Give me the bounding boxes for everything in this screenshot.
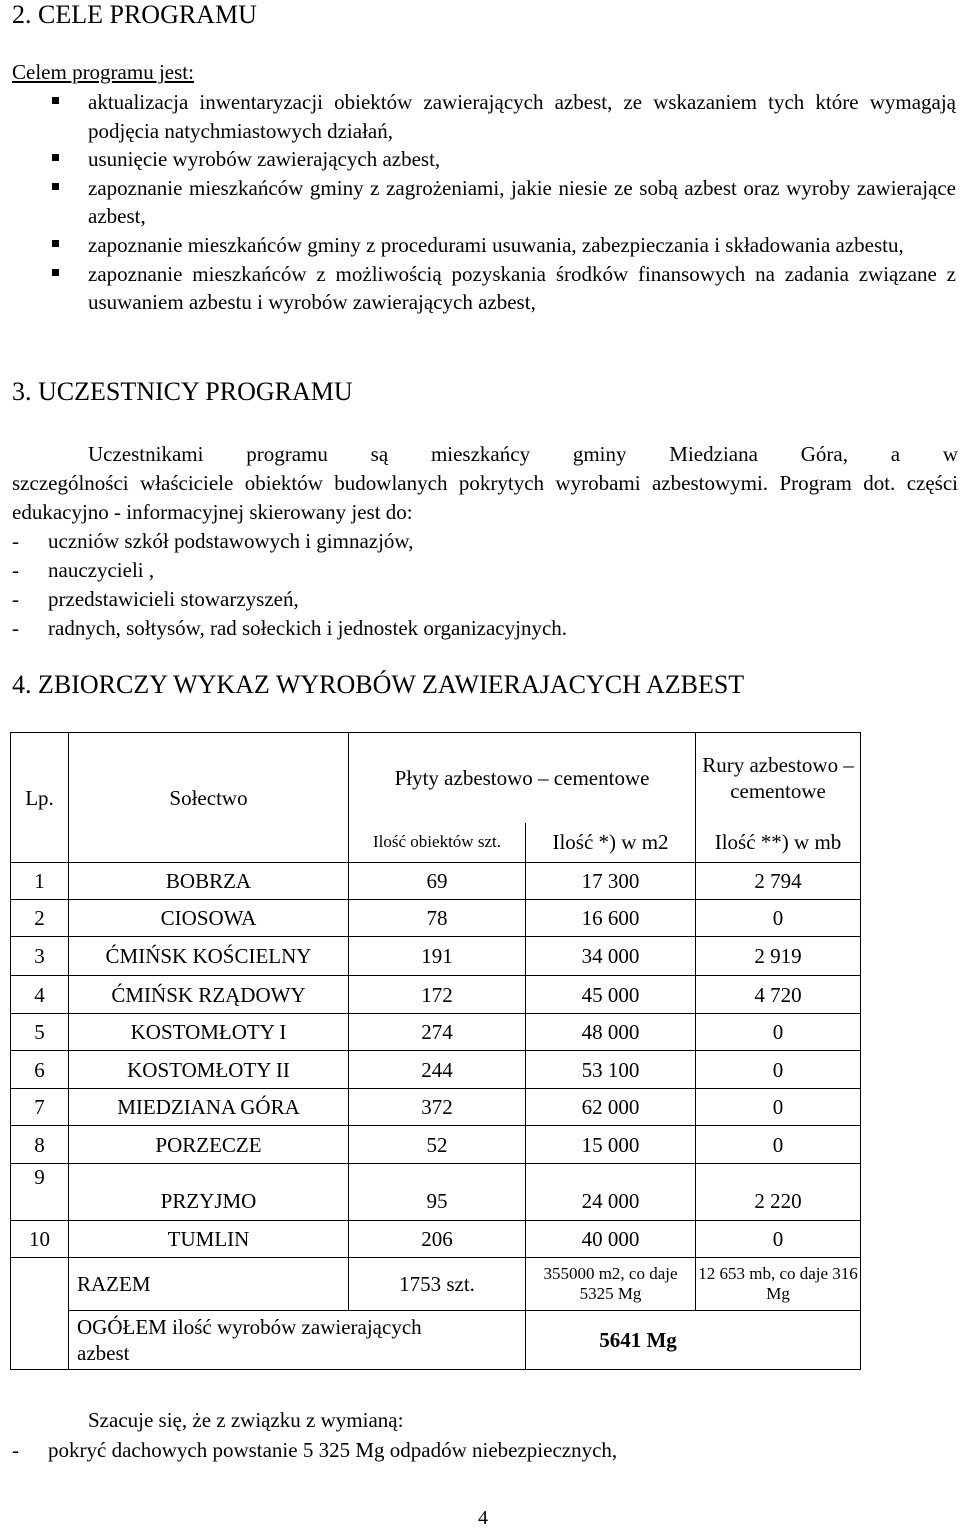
razem-m2: 355000 m2, co daje 5325 Mg [526, 1258, 696, 1311]
ogolem-label: OGÓŁEM ilość wyrobów zawierających azbest [69, 1311, 526, 1370]
goal-item: aktualizacja inwentaryzacji obiektów zawierających azbest, ze wskazaniem tych które wymagają podjęcia natychmiastowych działań, [88, 88, 956, 145]
header-ilosc-m2: Ilość *) w m2 [526, 823, 696, 863]
goal-item: zapoznanie mieszkańców gminy z procedurami usuwania, zabezpieczania i składowania azbestu, [88, 231, 956, 260]
participants-paragraph-line1: Uczestnikami programu są mieszkańcy gminy Miedziana Góra, a w [88, 442, 958, 466]
header-ilosc-mb: Ilość **) w mb [696, 823, 861, 863]
table-row: 2 CIOSOWA 78 16 600 0 [11, 900, 861, 937]
section-3-heading: 3. UCZESTNICY PROGRAMU [12, 377, 353, 406]
table-row: 10 TUMLIN 206 40 000 0 [11, 1221, 861, 1258]
goal-item: zapoznanie mieszkańców gminy z zagrożeniami, jakie niesie ze sobą azbest oraz wyroby zawierające azbest, [88, 174, 956, 231]
header-plyty: Płyty azbestowo – cementowe [349, 733, 696, 823]
goals-list [88, 88, 956, 317]
table-row: 8 PORZECZE 52 15 000 0 [11, 1126, 861, 1164]
table-row: 6 KOSTOMŁOTY II 244 53 100 0 [11, 1051, 861, 1089]
participants-paragraph-rest: szczególności właściciele obiektów budowlanych pokrytych wyrobami azbestowymi. Program dot. części edukacyjno - informacyjnej skierowany jest do: [12, 471, 958, 524]
header-ilosc-obiektow: Ilość obiektów szt. [349, 823, 526, 863]
razem-row [11, 1258, 861, 1311]
table-row: 5 KOSTOMŁOTY I 274 48 000 0 [11, 1014, 861, 1051]
goal-item: zapoznanie mieszkańców z możliwością pozyskania środków finansowych na zadania związane z usuwaniem azbestu i wyrobów zawierających azbest, [88, 260, 956, 317]
razem-obiekty: 1753 szt. [349, 1258, 526, 1311]
table-row: 4 ĆMIŃSK RZĄDOWY 172 45 000 4 720 [11, 976, 861, 1014]
page-number: 4 [478, 1507, 488, 1529]
header-solectwo: Sołectwo [69, 733, 349, 863]
audience-item: - radnych, sołtysów, rad sołeckich i jednostek organizacyjnych. [12, 616, 568, 640]
razem-mb: 12 653 mb, co daje 316 Mg [696, 1258, 861, 1311]
estimate-intro: Szacuje się, że z związku z wymianą: [88, 1408, 404, 1432]
asbestos-summary-table [10, 732, 861, 1370]
participants-paragraph [12, 440, 958, 527]
section-2-lead: Celem programu jest: [12, 60, 194, 84]
header-lp: Lp. [11, 733, 69, 863]
audience-item: - nauczycieli , [12, 558, 155, 582]
audience-item: - uczniów szkół podstawowych i gimnazjów, [12, 529, 414, 553]
audience-item: - przedstawicieli stowarzyszeń, [12, 587, 299, 611]
table-row: 3 ĆMIŃSK KOŚCIELNY 191 34 000 2 919 [11, 937, 861, 976]
section-4-heading: 4. ZBIORCZY WYKAZ WYROBÓW ZAWIERAJACYCH AZBEST [12, 670, 745, 699]
goal-item: usunięcie wyrobów zawierających azbest, [88, 145, 956, 174]
audience-list [12, 527, 567, 643]
ogolem-row [11, 1311, 861, 1370]
header-rury: Rury azbestowo – cementowe [696, 733, 861, 823]
ogolem-value: 5641 Mg [526, 1311, 861, 1370]
table-row: 1 BOBRZA 69 17 300 2 794 [11, 863, 861, 900]
section-2-heading: 2. CELE PROGRAMU [12, 0, 257, 29]
estimate-item: - pokryć dachowych powstanie 5 325 Mg odpadów niebezpiecznych, [12, 1438, 618, 1462]
table-row: 7 MIEDZIANA GÓRA 372 62 000 0 [11, 1089, 861, 1126]
table-row: 9 PRZYJMO 95 24 000 2 220 [11, 1164, 861, 1221]
razem-label: RAZEM [69, 1258, 349, 1311]
